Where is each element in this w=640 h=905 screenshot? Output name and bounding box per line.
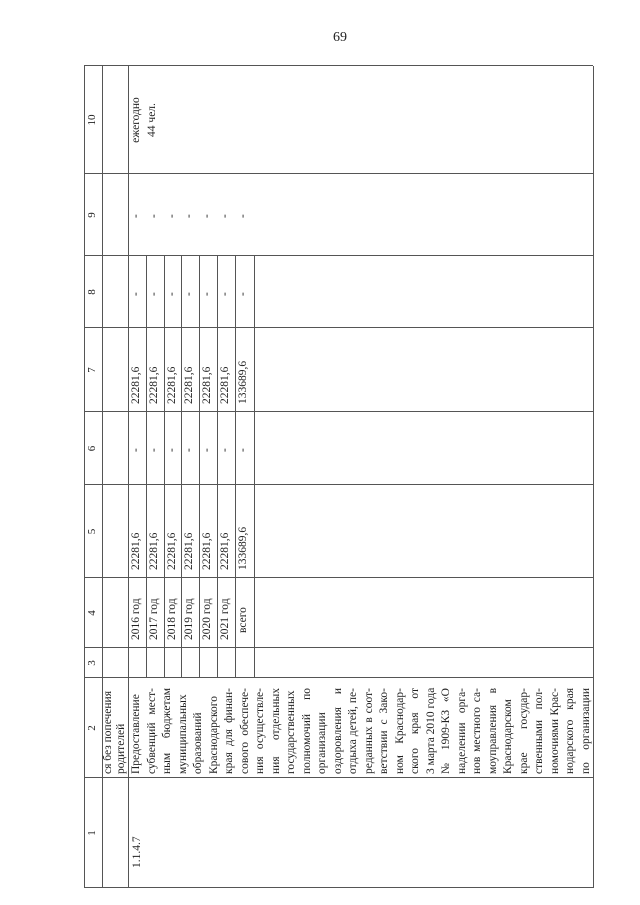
col-border [84, 677, 593, 678]
year-cell: всего [237, 607, 249, 633]
regional-cell: 22281,6 [201, 366, 213, 404]
col-border [84, 255, 593, 256]
col-border [84, 577, 593, 578]
row-description: Предоставление субвенций мест- ным бюджетам муниципальных образований Краснодарского края для финан- сового обеспече- ния осуществле- ния отдельных государственных полномочий по организации оздоровления и отдыха детей, пе- реданных в соот- ветствии с Зако- ном Краснодар- ского края от 3 марта 2010 года № 1909-КЗ «О наделении орга- нов местного са- моуправления в Краснодарском крае государ- ственными пол- номочиями Крас- нодарского края по организации [130, 687, 592, 774]
dash-cell: - [183, 214, 195, 218]
col-border [84, 327, 593, 328]
col-border [84, 777, 593, 778]
regional-cell: 22281,6 [166, 366, 178, 404]
table-landscape [84, 66, 593, 888]
page-number: 69 [333, 30, 347, 45]
col-number: 6 [86, 445, 98, 452]
col-number: 9 [86, 212, 98, 218]
year-cell: 2020 год [201, 598, 213, 640]
regional-cell: 133689,6 [237, 360, 249, 404]
regional-cell: 22281,6 [148, 366, 160, 404]
dash-cell: - [148, 214, 160, 218]
col-number: 2 [86, 725, 98, 731]
dash-cell: - [201, 448, 213, 452]
col-number: 7 [86, 367, 98, 373]
row-number: 1.1.4.7 [131, 836, 143, 868]
total-cell: 22281,6 [201, 532, 213, 570]
total-cell: 22281,6 [219, 532, 231, 570]
regional-cell: 22281,6 [183, 366, 195, 404]
total-cell: 22281,6 [166, 532, 178, 570]
dash-cell: - [183, 448, 195, 452]
executor-block [84, 66, 593, 175]
col-border [84, 647, 593, 648]
dash-cell: - [237, 448, 249, 452]
dash-cell: - [201, 214, 213, 218]
col-number: 3 [86, 660, 98, 666]
total-cell: 22281,6 [148, 532, 160, 570]
col-border [84, 887, 593, 888]
col-number: 5 [86, 528, 98, 535]
dash-cell: - [219, 214, 231, 218]
dash-cell: - [148, 448, 160, 452]
dash-cell: - [166, 448, 178, 452]
dash-cell: - [130, 214, 142, 218]
year-cell: 2019 год [183, 598, 195, 640]
col-border [84, 411, 593, 412]
dash-cell: - [219, 448, 231, 452]
dash-cell: - [237, 214, 249, 218]
continuation-text: ся без попечения родителей [102, 691, 127, 774]
table-border-top [84, 66, 85, 888]
dash-cell: - [219, 292, 231, 296]
dash-cell: - [201, 292, 213, 296]
regional-cell: 22281,6 [219, 366, 231, 404]
col-number: 4 [86, 610, 98, 616]
total-cell: 22281,6 [130, 532, 142, 570]
col-border [84, 484, 593, 485]
regional-cell: 22281,6 [130, 366, 142, 404]
total-cell: 22281,6 [183, 532, 195, 570]
total-cell: 133689,6 [237, 526, 249, 570]
dash-cell: - [130, 448, 142, 452]
year-cell: 2018 год [166, 598, 178, 640]
year-cell: 2016 год [130, 598, 142, 640]
col-number: 8 [86, 289, 98, 295]
dash-cell: - [166, 292, 178, 296]
result-cell: ежегодно 44 чел. [130, 97, 158, 143]
dash-cell: - [148, 292, 160, 296]
dash-cell: - [130, 292, 142, 296]
dash-cell: - [183, 292, 195, 296]
col-number: 1 [86, 830, 98, 836]
year-cell: 2017 год [148, 598, 160, 640]
dash-cell: - [237, 292, 249, 296]
year-separator [254, 256, 255, 678]
col-number: 10 [86, 114, 98, 126]
dash-cell: - [166, 214, 178, 218]
year-cell: 2021 год [219, 598, 231, 640]
